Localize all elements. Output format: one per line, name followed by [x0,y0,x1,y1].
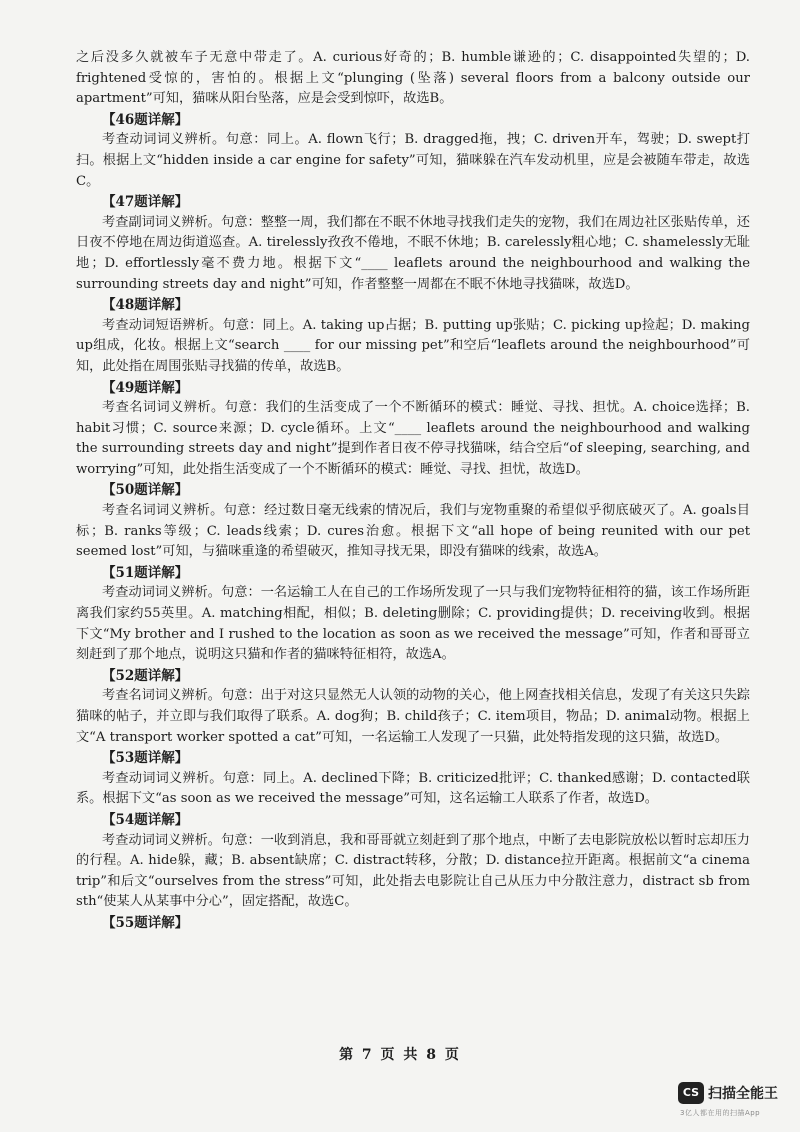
question-heading: 【54题详解】 [102,811,189,828]
explanation-paragraph: 考查动词词义辨析。句意：一名运输工人在自己的工作场所发现了一只与我们宠物特征相符的猫，该工作场所距离我们家约55英里。A. matching相配，相似；B. deleting删除；C. providing提供；D. receiving收到。根据下文“My brother and I rushed to the location as soon as we received the message”可知，作者和哥哥立刻赶到了那个地点，说明这只猫和作者的猫咪特征相符，故选A。 [76,585,750,663]
explanation-paragraph: 考查动词词义辨析。句意：同上。A. declined下降；B. criticized批评；C. thanked感谢；D. contacted联系。根据下文“as soon as we received the message”可知，这名运输工人联系了作者，故选D。 [76,770,750,807]
explanation-paragraph: 考查动词短语辨析。句意：同上。A. taking up占据；B. putting up张贴；C. picking up捡起；D. making up组成，化妆。根据上文“search ____ for our missing pet”和空后“leaflets around the neighbourhood”可知，此处指在周围张贴寻找猫的传单，故选B。 [76,317,750,374]
explanation-paragraph: 考查动词词义辨析。句意：同上。A. flown飞行；B. dragged拖，拽；C. driven开车，驾驶；D. swept打扫。根据上文“hidden inside a car engine for safety”可知，猫咪躲在汽车发动机里，应是会被随车带走，故选C。 [76,132,750,189]
explanation-paragraph: 考查名词词义辨析。句意：经过数日毫无线索的情况后，我们与宠物重聚的希望似乎彻底破灭了。A. goals目标；B. ranks等级；C. leads线索；D. cures治愈。根据下文“all hope of being reunited with our pet seemed lost”可知，与猫咪重逢的希望破灭，推知寻找无果，即没有猫咪的线索，故选A。 [76,503,750,560]
explanation-paragraph: 考查副词词义辨析。句意：整整一周，我们都在不眠不休地寻找我们走失的宠物，我们在周边社区张贴传单，还日夜不停地在周边街道巡查。A. tirelessly孜孜不倦地，不眠不休地；B. carelessly粗心地；C. shamelessly无耻地；D. effortlessly毫不费力地。根据下文“____ leaflets around the neighbourhood and walking the surrounding streets day and night”可知，作者整整一周都在不眠不休地寻找猫咪，故选D。 [76,214,750,292]
watermark-tagline: 3亿人都在用的扫描App [680,1109,761,1117]
question-heading: 【53题详解】 [102,750,189,767]
explanation-paragraph: 之后没多久就被车子无意中带走了。A. curious好奇的；B. humble谦逊的；C. disappointed失望的；D. frightened受惊的，害怕的。根据上文“plunging (坠落) several floors from a balcony outside our apartment”可知，猫咪从阳台坠落，应是会受到惊吓，故选B。 [76,50,750,107]
explanation-paragraph: 考查名词词义辨析。句意：出于对这只显然无人认领的动物的关心，他上网查找相关信息，发现了有关这只失踪猫咪的帖子，并立即与我们取得了联系。A. dog狗；B. child孩子；C. item项目，物品；D. animal动物。根据上文“A transport worker spotted a cat”可知，一名运输工人发现了一只猫，此处特指发现的这只猫，故选D。 [76,688,750,745]
camscanner-logo-icon: CS [678,1082,704,1104]
question-heading: 【50题详解】 [102,482,189,499]
watermark-app-name: 扫描全能王 [708,1086,778,1102]
question-heading: 【46题详解】 [102,111,189,128]
explanation-paragraph: 考查名词词义辨析。句意：我们的生活变成了一个不断循环的模式：睡觉、寻找、担忧。A. choice选择；B. habit习惯；C. source来源；D. cycle循环。上文“____ leaflets around the neighbourhood and walking the surrounding streets day and night”提到作者日夜不停寻找猫咪，结合空后“of sleeping, searching, and worrying”可知，此处指生活变成了一个不断循环的模式：睡觉、寻找、担忧，故选D。 [76,400,750,477]
question-heading: 【51题详解】 [102,564,189,581]
scanner-watermark [678,1080,788,1124]
question-heading: 【52题详解】 [102,667,189,684]
page-number: 第 7 页 共 8 页 [339,1047,461,1063]
question-heading: 【48题详解】 [102,297,189,314]
answer-explanations [76,48,750,934]
explanation-paragraph: 考查动词词义辨析。句意：一收到消息，我和哥哥就立刻赶到了那个地点，中断了去电影院放松以暂时忘却压力的行程。A. hide躲，藏；B. absent缺席；C. distract转移，分散；D. distance拉开距离。根据前文“a cinema trip”和后文“ourselves from the stress”可知，此处指去电影院让自己从压力中分散注意力，distract sb from sth“使某人从某事中分心”，固定搭配，故选C。 [76,832,750,910]
question-heading: 【55题详解】 [102,914,189,931]
question-heading: 【47题详解】 [102,194,189,211]
question-heading: 【49题详解】 [102,379,189,396]
